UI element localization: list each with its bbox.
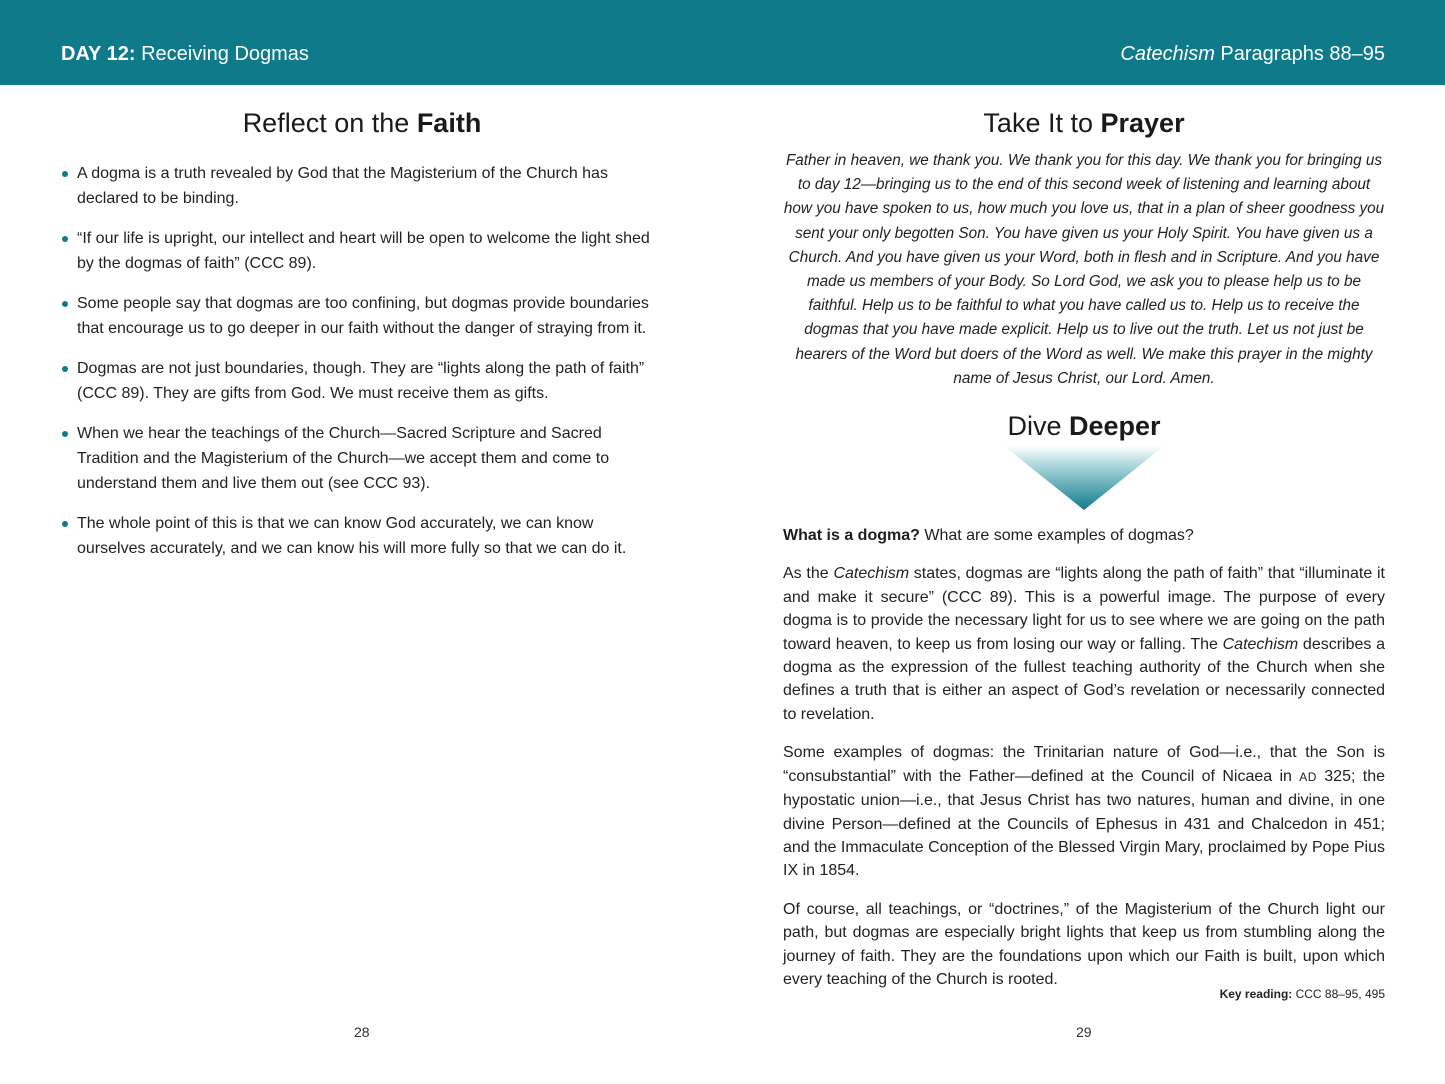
bullet-text: When we hear the teachings of the Church—Sacred Scripture and Sacred Tradition and the Magisterium of the Church—we accept them and come to understand them and live them out (see CCC 93). bbox=[77, 425, 610, 492]
para1-text-b: states, dogmas are “lights along the path of faith” that “illuminate it and make it secure” (CCC 89). This is a powerful image. The purpose of every dogma is to provide the necessary light for us to see where we are going on the path toward heaven, to keep us from losing our way or falling. The bbox=[783, 565, 1386, 653]
para2-ad: AD bbox=[1299, 769, 1317, 784]
chevron-down-icon bbox=[1004, 446, 1164, 512]
dive-paragraph-1 bbox=[783, 562, 1385, 726]
paragraph-range: Paragraphs 88–95 bbox=[1220, 43, 1385, 65]
bullet-dot-icon bbox=[62, 236, 68, 242]
header-paragraphs bbox=[1120, 43, 1385, 66]
day-title: Receiving Dogmas bbox=[141, 43, 309, 65]
bullet-text: The whole point of this is that we can know God accurately, we can know ourselves accurately, and we can know his will more fully so that we can do it. bbox=[77, 515, 627, 557]
dive-question bbox=[783, 524, 1385, 547]
day-label: DAY 12: bbox=[61, 43, 136, 65]
page-number-right: 29 bbox=[1076, 1024, 1092, 1040]
para2-text-b: 325; the hypostatic union—i.e., that Jesus Christ has two natures, human and divine, in one divine Person—defined at the Councils of Ephesus in 431 and Chalcedon in 451; and the Immaculate Conception of the Blessed Virgin Mary, proclaimed by Pope Pius IX in 1854. bbox=[783, 767, 1386, 880]
header-day-title bbox=[61, 43, 309, 66]
bullet-text: A dogma is a truth revealed by God that the Magisterium of the Church has declared to be binding. bbox=[77, 165, 608, 207]
page-number-left: 28 bbox=[354, 1024, 370, 1040]
prayer-text: Father in heaven, we thank you. We thank you for this day. We thank you for bringing us to day 12—bringing us to the end of this second week of listening and learning about how you have spoken to us, how much you love us, that in a plan of sheer goodness you sent your only begotten Son. You have given us your Holy Spirit. You have given us a Church. And you have given us your Word, both in flesh and in Scripture. And you have made us members of your Body. So Lord God, we ask you to please help us to be faithful. Help us to be faithful to what you have called us to. Help us to receive the dogmas that you have made explicit. Help us to live out the truth. Let us not just be hearers of the Word but doers of the Word as well. We make this prayer in the mighty name of Jesus Christ, our Lord. Amen. bbox=[783, 152, 1385, 387]
bullet-item bbox=[62, 511, 662, 561]
question-bold: What is a dogma? bbox=[783, 527, 920, 545]
dive-heading-bold: Deeper bbox=[1068, 411, 1161, 442]
dive-heading-normal: Dive bbox=[1007, 411, 1062, 442]
reflect-heading-bold: Faith bbox=[416, 108, 482, 138]
bullet-item bbox=[62, 421, 662, 496]
prayer-heading bbox=[783, 108, 1385, 139]
dive-deeper-heading bbox=[783, 411, 1385, 442]
bullet-text: Dogmas are not just boundaries, though. They are “lights along the path of faith” (CCC 89). They are gifts from God. We must receive them as gifts. bbox=[77, 360, 645, 402]
question-rest: What are some examples of dogmas? bbox=[919, 527, 1194, 545]
bullet-text: “If our life is upright, our intellect and heart will be open to welcome the light shed by the dogmas of faith” (CCC 89). bbox=[77, 230, 650, 272]
para1-catechism-1: Catechism bbox=[833, 565, 910, 583]
para1-text-a: As the bbox=[783, 565, 834, 583]
key-reading-label: Key reading: bbox=[1219, 987, 1293, 1001]
bullet-item bbox=[62, 356, 662, 406]
para2-text-a: Some examples of dogmas: the Trinitarian nature of God—i.e., that the Son is “consubstantial” with the Father—defined at the Council of Nicaea in bbox=[783, 744, 1385, 785]
reflect-heading bbox=[62, 108, 662, 139]
bullet-dot-icon bbox=[62, 366, 68, 372]
page-header bbox=[0, 0, 1445, 85]
left-page-column bbox=[62, 108, 662, 576]
prayer-heading-bold: Prayer bbox=[1100, 108, 1185, 138]
bullet-dot-icon bbox=[62, 301, 68, 307]
dive-paragraph-3: Of course, all teachings, or “doctrines,” of the Magisterium of the Church light our path, but dogmas are especially bright lights that keep us from stumbling along the journey of faith. They are the foundations upon which our Faith is built, upon which every teaching of the Church is rooted. bbox=[783, 900, 1385, 988]
para1-catechism-2: Catechism bbox=[1222, 635, 1299, 653]
bullet-item bbox=[62, 226, 662, 276]
para1-text-c: describes a dogma as the expression of the fullest teaching authority of the Church when she defines a truth that is either an aspect of God’s revelation or necessarily connected to revelation. bbox=[783, 635, 1386, 723]
key-reading bbox=[1220, 987, 1385, 1001]
prayer-heading-normal: Take It to bbox=[983, 108, 1093, 138]
bullet-text: Some people say that dogmas are too confining, but dogmas provide boundaries that encourage us to go deeper in our faith without the danger of straying from it. bbox=[77, 295, 649, 337]
right-page-column bbox=[783, 108, 1385, 991]
key-reading-value: CCC 88–95, 495 bbox=[1292, 987, 1385, 1001]
bullet-dot-icon bbox=[62, 171, 68, 177]
bullet-item bbox=[62, 161, 662, 211]
bullet-dot-icon bbox=[62, 521, 68, 527]
reflect-heading-normal: Reflect on the bbox=[242, 108, 410, 138]
bullet-dot-icon bbox=[62, 431, 68, 437]
catechism-label: Catechism bbox=[1120, 43, 1215, 65]
reflect-bullet-list bbox=[62, 161, 662, 561]
bullet-item bbox=[62, 291, 662, 341]
dive-paragraph-2 bbox=[783, 741, 1385, 882]
